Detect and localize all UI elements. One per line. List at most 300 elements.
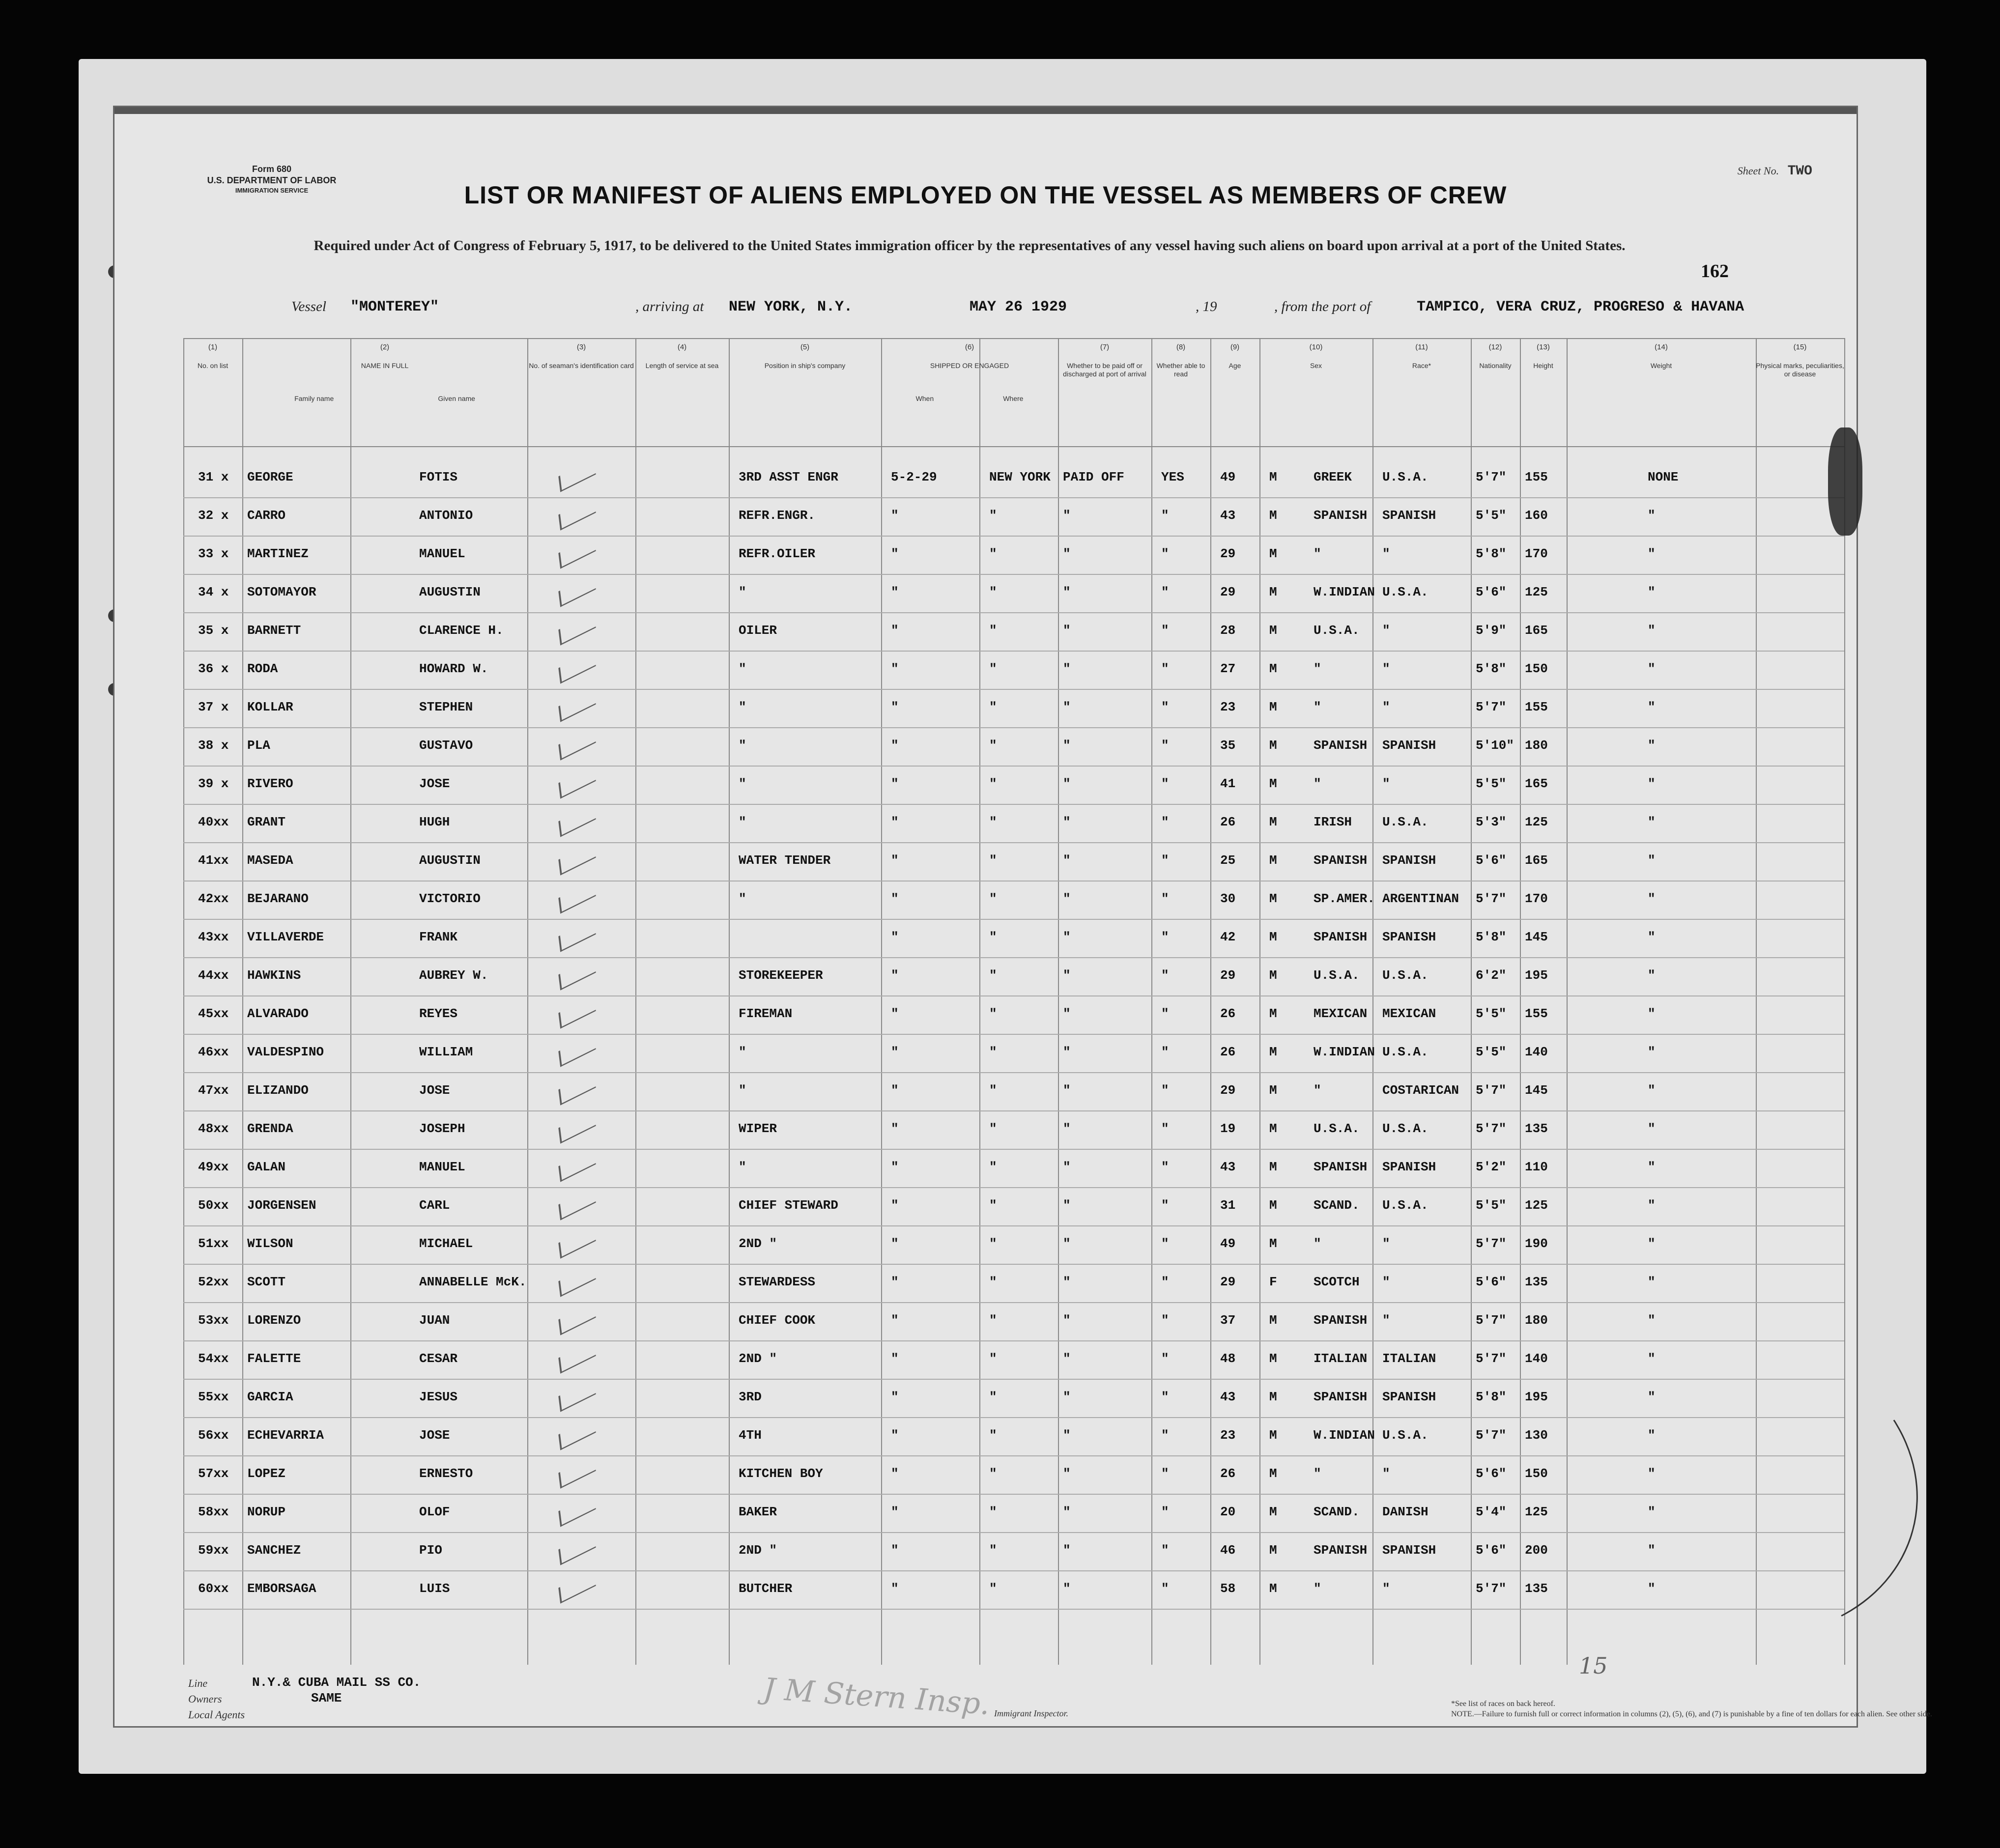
cell-given: JOSE [419, 1428, 450, 1443]
cell-weight: 125 [1525, 1198, 1548, 1213]
cell-race: MEXICAN [1314, 1006, 1368, 1021]
cell-age: 25 [1220, 853, 1236, 868]
cell-position: FIREMAN [739, 1006, 793, 1021]
cell-paid: " [1063, 1083, 1071, 1098]
sheet-label: Sheet No. [1737, 165, 1779, 177]
cell-nationality: U.S.A. [1382, 815, 1429, 829]
cell-given: MICHAEL [419, 1236, 473, 1251]
column-label: Whether able to read [1156, 362, 1205, 378]
cell-no: 48xx [198, 1121, 229, 1136]
check-mark [558, 688, 596, 722]
cell-height: 5'8" [1476, 546, 1507, 561]
column-number: (2) [380, 343, 390, 351]
arriving-label: , arriving at [635, 299, 704, 314]
cell-position: " [739, 661, 746, 676]
check-mark [558, 880, 596, 913]
cell-paid: " [1063, 968, 1071, 983]
cell-no: 37 x [198, 700, 229, 714]
cell-paid: " [1063, 585, 1071, 599]
cell-family: HAWKINS [247, 968, 301, 983]
cell-nationality: SPANISH [1382, 1543, 1436, 1558]
cell-family: GRANT [247, 815, 286, 829]
cell-age: 46 [1220, 1543, 1236, 1558]
cell-no: 33 x [198, 546, 229, 561]
cell-position: " [739, 776, 746, 791]
cell-race: SCAND. [1314, 1505, 1360, 1519]
cell-race: " [1314, 661, 1321, 676]
cell-no: 31 x [198, 470, 229, 484]
cell-height: 5'5" [1476, 1045, 1507, 1059]
cell-sex: M [1269, 1121, 1277, 1136]
cell-height: 5'5" [1476, 1006, 1507, 1021]
check-mark [558, 1263, 596, 1297]
cell-paid: " [1063, 1351, 1071, 1366]
cell-when: " [891, 1275, 899, 1289]
cell-height: 5'7" [1476, 1121, 1507, 1136]
cell-no: 59xx [198, 1543, 229, 1558]
cell-paid: " [1063, 776, 1071, 791]
cell-height: 5'8" [1476, 661, 1507, 676]
column-number: (15) [1793, 343, 1807, 351]
cell-read: " [1161, 1428, 1169, 1443]
cell-paid: " [1063, 1121, 1071, 1136]
cell-given: STEPHEN [419, 700, 473, 714]
column-subheader: Given name [438, 394, 475, 402]
cell-race: " [1314, 1083, 1321, 1098]
check-mark [558, 1455, 596, 1488]
cell-nationality: U.S.A. [1382, 1428, 1429, 1443]
cell-race: SCOTCH [1314, 1275, 1360, 1289]
check-mark [558, 1072, 596, 1105]
row-rule [183, 1302, 1844, 1303]
cell-given: CARL [419, 1198, 450, 1213]
table-row [183, 1112, 1844, 1151]
cell-sex: M [1269, 1505, 1277, 1519]
cell-no: 56xx [198, 1428, 229, 1443]
table-row [183, 1227, 1844, 1266]
cell-where: " [989, 508, 997, 523]
cell-age: 42 [1220, 930, 1236, 944]
top-tape [114, 107, 1857, 114]
cell-where: " [989, 891, 997, 906]
cell-nationality: SPANISH [1382, 508, 1436, 523]
cell-age: 29 [1220, 1083, 1236, 1098]
cell-where: " [989, 1160, 997, 1174]
cell-read: " [1161, 1083, 1169, 1098]
cell-no: 40xx [198, 815, 229, 829]
cell-race: " [1314, 1466, 1321, 1481]
cell-marks: " [1648, 623, 1656, 638]
cell-marks: " [1648, 1083, 1656, 1098]
cell-read: " [1161, 738, 1169, 753]
column-header [1471, 343, 1520, 370]
cell-position: REFR.ENGR. [739, 508, 816, 523]
column-label: Sex [1310, 362, 1322, 370]
cell-where: " [989, 1236, 997, 1251]
column-label: No. on list [197, 362, 229, 370]
cell-when: " [891, 1160, 899, 1174]
cell-read: " [1161, 1006, 1169, 1021]
races-note: *See list of races on back hereof. [1451, 1700, 1555, 1708]
table-row [183, 614, 1844, 653]
cell-where: " [989, 1275, 997, 1289]
cell-race: U.S.A. [1314, 1121, 1360, 1136]
cell-weight: 155 [1525, 470, 1548, 484]
cell-read: " [1161, 1505, 1169, 1519]
cell-family: KOLLAR [247, 700, 293, 714]
cell-marks: " [1648, 585, 1656, 599]
cell-read: " [1161, 585, 1169, 599]
cell-given: MANUEL [419, 546, 465, 561]
cell-when: " [891, 1581, 899, 1596]
column-number: (3) [576, 343, 586, 351]
row-rule [183, 1264, 1844, 1265]
cell-read: " [1161, 700, 1169, 714]
cell-weight: 200 [1525, 1543, 1548, 1558]
cell-age: 58 [1220, 1581, 1236, 1596]
cell-when: " [891, 815, 899, 829]
column-label: Position in ship's company [764, 362, 846, 370]
cell-weight: 180 [1525, 1313, 1548, 1328]
column-number: (14) [1655, 343, 1668, 351]
cell-family: ECHEVARRIA [247, 1428, 324, 1443]
cell-race: GREEK [1314, 470, 1352, 484]
cell-marks: " [1648, 776, 1656, 791]
cell-height: 5'2" [1476, 1160, 1507, 1174]
cell-no: 51xx [198, 1236, 229, 1251]
cell-age: 23 [1220, 1428, 1236, 1443]
cell-when: " [891, 1505, 899, 1519]
cell-sex: M [1269, 776, 1277, 791]
cell-race: " [1314, 1581, 1321, 1596]
check-mark [558, 535, 596, 569]
cell-age: 19 [1220, 1121, 1236, 1136]
cell-marks: " [1648, 1198, 1656, 1213]
cell-marks: " [1648, 1466, 1656, 1481]
check-mark [558, 1110, 596, 1143]
cell-no: 53xx [198, 1313, 229, 1328]
cell-where: " [989, 853, 997, 868]
table-row [183, 921, 1844, 959]
cell-weight: 145 [1525, 930, 1548, 944]
cell-family: VILLAVERDE [247, 930, 324, 944]
cell-given: ERNESTO [419, 1466, 473, 1481]
cell-weight: 135 [1525, 1121, 1548, 1136]
row-rule [183, 1609, 1844, 1610]
cell-position: " [739, 738, 746, 753]
cell-given: REYES [419, 1006, 458, 1021]
cell-marks: " [1648, 661, 1656, 676]
cell-where: " [989, 623, 997, 638]
cell-when: " [891, 1236, 899, 1251]
cell-race: SPANISH [1314, 930, 1368, 944]
column-label: No. of seaman's identification card [529, 362, 634, 370]
check-mark [558, 727, 596, 760]
cell-race: SPANISH [1314, 738, 1368, 753]
cell-position: 2ND " [739, 1543, 777, 1558]
row-rule [183, 1110, 1844, 1111]
column-number: (5) [800, 343, 810, 351]
cell-marks: " [1648, 1160, 1656, 1174]
cell-race: SPANISH [1314, 853, 1368, 868]
cell-read: " [1161, 1313, 1169, 1328]
table-row [183, 461, 1844, 499]
cell-sex: M [1269, 1466, 1277, 1481]
cell-race: U.S.A. [1314, 968, 1360, 983]
column-label: Age [1229, 362, 1241, 370]
column-number: (7) [1100, 343, 1110, 351]
cell-given: MANUEL [419, 1160, 465, 1174]
from-label: , from the port of [1274, 299, 1371, 314]
cell-height: 5'8" [1476, 1390, 1507, 1404]
cell-no: 44xx [198, 968, 229, 983]
cell-age: 30 [1220, 891, 1236, 906]
cell-position: " [739, 891, 746, 906]
cell-family: WILSON [247, 1236, 293, 1251]
cell-height: 5'7" [1476, 1083, 1507, 1098]
cell-where: " [989, 1390, 997, 1404]
cell-weight: 195 [1525, 1390, 1548, 1404]
cell-given: VICTORIO [419, 891, 481, 906]
cell-marks: " [1648, 1313, 1656, 1328]
cell-given: FOTIS [419, 470, 458, 484]
cell-family: BEJARANO [247, 891, 309, 906]
cell-marks: " [1648, 815, 1656, 829]
cell-given: JOSEPH [419, 1121, 465, 1136]
table-row [183, 1189, 1844, 1227]
cell-paid: " [1063, 1466, 1071, 1481]
cell-position: WATER TENDER [739, 853, 831, 868]
cell-nationality: " [1382, 546, 1390, 561]
column-number: (9) [1230, 343, 1240, 351]
cell-read: " [1161, 546, 1169, 561]
cell-height: 6'2" [1476, 968, 1507, 983]
check-mark [558, 1225, 596, 1258]
table-row [183, 576, 1844, 614]
cell-where: " [989, 1428, 997, 1443]
cell-age: 26 [1220, 1006, 1236, 1021]
cell-nationality: DANISH [1382, 1505, 1429, 1519]
cell-position: " [739, 700, 746, 714]
cell-when: " [891, 546, 899, 561]
inspector-signature: J M Stern Insp. [762, 1671, 991, 1722]
table-row [183, 729, 1844, 768]
cell-family: SANCHEZ [247, 1543, 301, 1558]
cell-given: HOWARD W. [419, 661, 488, 676]
cell-position: " [739, 585, 746, 599]
cell-nationality: U.S.A. [1382, 1045, 1429, 1059]
cell-nationality: " [1382, 1581, 1390, 1596]
cell-race: SPANISH [1314, 1160, 1368, 1174]
check-mark [558, 1570, 596, 1603]
row-rule [183, 1570, 1844, 1571]
cell-race: SPANISH [1314, 1543, 1368, 1558]
cell-where: " [989, 1198, 997, 1213]
cell-read: " [1161, 661, 1169, 676]
row-rule [183, 689, 1844, 690]
cell-read: " [1161, 1275, 1169, 1289]
cell-height: 5'4" [1476, 1505, 1507, 1519]
cell-given: ANNABELLE McK. [419, 1275, 527, 1289]
cell-family: FALETTE [247, 1351, 301, 1366]
cell-position: CHIEF STEWARD [739, 1198, 838, 1213]
cell-paid: " [1063, 1543, 1071, 1558]
cell-weight: 165 [1525, 623, 1548, 638]
column-label: Physical marks, peculiarities, or disease [1756, 362, 1844, 378]
cell-no: 42xx [198, 891, 229, 906]
cell-height: 5'7" [1476, 1428, 1507, 1443]
cell-height: 5'7" [1476, 1236, 1507, 1251]
cell-age: 31 [1220, 1198, 1236, 1213]
cell-where: " [989, 1351, 997, 1366]
check-mark [558, 1033, 596, 1067]
cell-height: 5'6" [1476, 1275, 1507, 1289]
cell-race: SPANISH [1314, 508, 1368, 523]
cell-paid: " [1063, 1045, 1071, 1059]
column-header [1567, 343, 1756, 370]
cell-position: 4TH [739, 1428, 762, 1443]
cell-marks: " [1648, 1581, 1656, 1596]
check-mark [558, 765, 596, 798]
cell-family: SOTOMAYOR [247, 585, 316, 599]
cell-given: HUGH [419, 815, 450, 829]
department-name: U.S. DEPARTMENT OF LABOR [207, 175, 337, 186]
cell-where: " [989, 1505, 997, 1519]
cell-sex: M [1269, 1351, 1277, 1366]
cell-race: SP.AMER. [1314, 891, 1375, 906]
cell-nationality: SPANISH [1382, 853, 1436, 868]
cell-paid: " [1063, 1390, 1071, 1404]
cell-paid: " [1063, 930, 1071, 944]
cell-nationality: SPANISH [1382, 930, 1436, 944]
cell-given: GUSTAVO [419, 738, 473, 753]
row-rule [183, 995, 1844, 996]
cell-age: 35 [1220, 738, 1236, 753]
check-mark [558, 1493, 596, 1527]
header-rule [183, 338, 1844, 339]
cell-marks: " [1648, 1006, 1656, 1021]
cell-sex: M [1269, 738, 1277, 753]
column-header [1058, 343, 1151, 378]
cell-paid: " [1063, 508, 1071, 523]
owners-value: SAME [311, 1691, 342, 1706]
cell-position: REFR.OILER [739, 546, 816, 561]
cell-where: " [989, 1466, 997, 1481]
cell-marks: " [1648, 738, 1656, 753]
cell-read: " [1161, 623, 1169, 638]
cell-when: " [891, 1543, 899, 1558]
cell-read: " [1161, 1121, 1169, 1136]
cell-race: U.S.A. [1314, 623, 1360, 638]
cell-marks: " [1648, 1121, 1656, 1136]
table-row [183, 882, 1844, 921]
sheet-value: TWO [1787, 164, 1812, 179]
cell-family: GARCIA [247, 1390, 293, 1404]
cell-marks: " [1648, 1505, 1656, 1519]
column-subheaders [242, 395, 527, 403]
vessel-name: "MONTEREY" [350, 299, 439, 315]
table-row [183, 1304, 1844, 1342]
cell-nationality: " [1382, 1236, 1390, 1251]
cell-marks: " [1648, 1045, 1656, 1059]
check-mark [558, 957, 596, 990]
page-subtitle: Required under Act of Congress of February 5, 1917, to be delivered to the United States immigration officer by the representatives of any vessel having such aliens on board upon arrival at a port of the United States. [314, 238, 1626, 254]
cell-no: 39 x [198, 776, 229, 791]
cell-age: 26 [1220, 1466, 1236, 1481]
cell-read: " [1161, 853, 1169, 868]
cell-height: 5'7" [1476, 891, 1507, 906]
cell-when: " [891, 1121, 899, 1136]
column-header [729, 343, 881, 370]
cell-weight: 190 [1525, 1236, 1548, 1251]
cell-marks: " [1648, 1390, 1656, 1404]
cell-age: 29 [1220, 546, 1236, 561]
cell-weight: 195 [1525, 968, 1548, 983]
column-number: (11) [1415, 343, 1428, 351]
cell-family: MASEDA [247, 853, 293, 868]
cell-family: LORENZO [247, 1313, 301, 1328]
cell-height: 5'5" [1476, 776, 1507, 791]
cell-read: " [1161, 1466, 1169, 1481]
cell-when: 5-2-29 [891, 470, 937, 484]
cell-nationality: " [1382, 776, 1390, 791]
column-number: (8) [1176, 343, 1186, 351]
cell-when: " [891, 968, 899, 983]
column-subheader: Where [1003, 394, 1024, 402]
column-header [1520, 343, 1567, 370]
check-mark [558, 1148, 596, 1182]
cell-nationality: " [1382, 661, 1390, 676]
cell-weight: 155 [1525, 700, 1548, 714]
column-subheaders [881, 395, 1058, 403]
table-row [183, 653, 1844, 691]
cell-sex: M [1269, 661, 1277, 676]
check-mark [558, 1378, 596, 1412]
cell-age: 37 [1220, 1313, 1236, 1328]
cell-where: " [989, 1313, 997, 1328]
cell-no: 46xx [198, 1045, 229, 1059]
column-label: Whether to be paid off or discharged at port of arrival [1063, 362, 1146, 378]
fine-note: NOTE.—Failure to furnish full or correct information in columns (2), (5), (6), and (7) is punishable by a fine of ten dollars for each alien. See other side. [1451, 1709, 1932, 1718]
cell-race: " [1314, 546, 1321, 561]
cell-where: " [989, 738, 997, 753]
table-row [183, 959, 1844, 997]
row-rule [183, 919, 1844, 920]
cell-where: " [989, 1581, 997, 1596]
cell-family: EMBORSAGA [247, 1581, 316, 1596]
column-number: (12) [1488, 343, 1502, 351]
cell-family: ALVARADO [247, 1006, 309, 1021]
inspector-label: Immigrant Inspector. [994, 1708, 1068, 1718]
check-mark [558, 842, 596, 875]
cell-age: 48 [1220, 1351, 1236, 1366]
table-row [183, 997, 1844, 1036]
cell-when: " [891, 1428, 899, 1443]
cell-marks: " [1648, 1543, 1656, 1558]
cell-paid: " [1063, 661, 1071, 676]
cell-family: GEORGE [247, 470, 293, 484]
cell-age: 43 [1220, 1390, 1236, 1404]
cell-height: 5'10" [1476, 738, 1514, 753]
cell-family: LOPEZ [247, 1466, 286, 1481]
agents-label: Local Agents [188, 1708, 245, 1721]
cell-nationality: ARGENTINAN [1382, 891, 1459, 906]
cell-paid: " [1063, 1160, 1071, 1174]
cell-where: " [989, 776, 997, 791]
cell-weight: 125 [1525, 815, 1548, 829]
cell-paid: " [1063, 1198, 1071, 1213]
cell-age: 29 [1220, 968, 1236, 983]
